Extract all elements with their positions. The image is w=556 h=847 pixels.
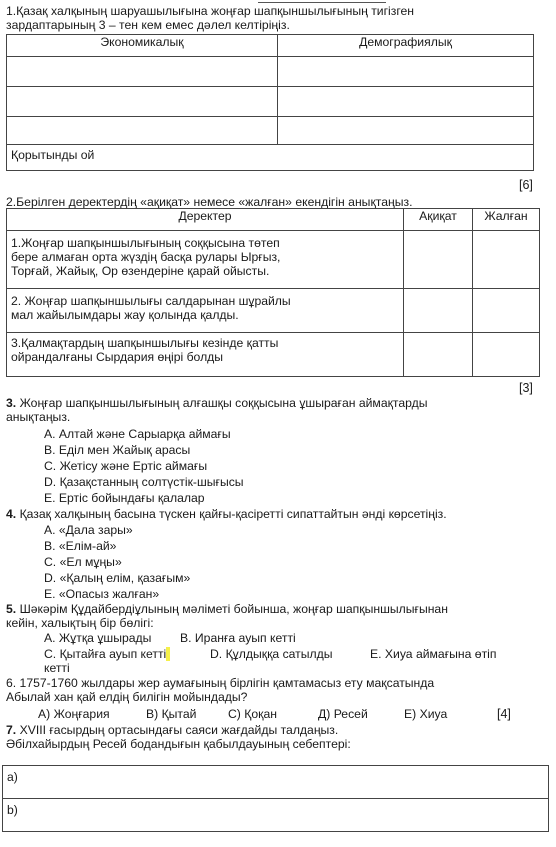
q3-option-e[interactable]: E. Ертіс бойындағы қалалар: [44, 491, 205, 505]
q7-prompt-line1: [6, 723, 338, 737]
q2-false-cell[interactable]: [473, 289, 540, 333]
q3-option-b[interactable]: B. Еділ мен Жайық арасы: [44, 443, 191, 457]
q6-prompt-line2: Абылай хан қай елдің билігін мойындады?: [6, 690, 248, 704]
q6-option-e[interactable]: E) Хиуа: [404, 707, 448, 721]
q3-prompt-line2: анықтаңыз.: [6, 410, 71, 424]
q2-prompt: 2.Берілген деректердің «ақиқат» немесе «жалған» екендігін анықтаңыз.: [6, 195, 413, 209]
q3-prompt-text: Жоңғар шапқыншылығының алғашқы соққысына ұшыраған аймақтарды: [19, 396, 428, 410]
q4-option-b[interactable]: B. «Елім-ай»: [44, 539, 117, 553]
q2-row-3: [7, 333, 404, 377]
q1-cell[interactable]: [7, 57, 278, 87]
q5-option-e-cont: кетті: [44, 661, 70, 675]
q5-option-c[interactable]: [44, 647, 170, 661]
q2-marks: [3]: [519, 381, 533, 395]
q2-row-3-line1: 3.Қалмақтардың шапқыншылығы кезінде қатты: [11, 336, 279, 350]
q1-cell[interactable]: [278, 87, 534, 117]
q2-col-facts: Деректер: [7, 209, 404, 231]
q6-option-b[interactable]: B) Қытай: [146, 707, 197, 721]
q1-col-demographic: Демографиялық: [278, 35, 534, 57]
q4-prompt-text: Қазақ халқының басына түскен қайғы-қасіретті сипаттайтын әнді көрсетіңіз.: [19, 507, 447, 521]
q7-prompt-text: XVIII ғасырдың ортасындағы саяси жағдайды талдаңыз.: [19, 723, 339, 737]
q5-prompt-line1: [6, 602, 448, 616]
q2-row-1-line2: бере алмаған орта жүздің басқа рулары Ырғыз,: [11, 250, 281, 264]
q1-cell[interactable]: [7, 117, 278, 145]
q2-col-false: Жалған: [473, 209, 540, 231]
q3-prompt-line1: [6, 396, 428, 410]
q7-answer-table: [2, 765, 549, 832]
q7-number: 7.: [6, 723, 17, 737]
q2-col-true: Ақиқат: [404, 209, 473, 231]
q4-option-a[interactable]: A. «Дала зары»: [44, 523, 133, 537]
q2-row-3-line2: ойрандалғаны Сырдария өңірі болды: [11, 350, 224, 364]
q5-option-a[interactable]: A. Жұтқа ұшырады: [44, 631, 152, 645]
q3-option-c[interactable]: C. Жетісу және Ертіс аймағы: [44, 459, 208, 473]
q2-true-cell[interactable]: [404, 333, 473, 377]
q2-true-cell[interactable]: [404, 289, 473, 333]
q7-prompt-line2: Әбілхайырдың Ресей бодандығын қабылдауының себептері:: [6, 737, 351, 751]
q1-cell[interactable]: [7, 87, 278, 117]
q4-option-c[interactable]: C. «Ел мұңы»: [44, 555, 122, 569]
q5-prompt-line2: кейін, халықтың бір бөлігі:: [6, 616, 154, 630]
q1-prompt-line2: зардаптарының 3 – тен кем емес дәлел келтіріңіз.: [6, 18, 290, 32]
q2-row-2-line2: мал жайылымдары жау қолында қалды.: [11, 308, 239, 322]
q1-cell[interactable]: [278, 117, 534, 145]
q1-col-economic: Экономикалық: [7, 35, 278, 57]
q5-number: 5.: [6, 602, 17, 616]
top-underline: [258, 2, 386, 3]
q1-prompt-line1: 1.Қазақ халқының шаруашылығына жоңғар шапқыншылығының тигізген: [6, 4, 415, 18]
q6-marks: [4]: [497, 707, 511, 721]
q7-answer-b[interactable]: b): [3, 799, 549, 832]
q4-option-e[interactable]: E. «Опасыз жалған»: [44, 587, 160, 601]
q4-option-d[interactable]: D. «Қалың елім, қазағым»: [44, 571, 191, 585]
q4-prompt: [6, 507, 447, 521]
highlight-mark: [166, 647, 169, 661]
q6-option-c[interactable]: C) Қоқан: [228, 707, 277, 721]
q2-false-cell[interactable]: [473, 231, 540, 289]
q5-option-c-text: C. Қытайға ауып кетті: [44, 647, 167, 661]
q4-number: 4.: [6, 507, 17, 521]
q5-option-b[interactable]: B. Иранға ауып кетті: [180, 631, 296, 645]
q1-table: [6, 34, 534, 171]
q2-false-cell[interactable]: [473, 333, 540, 377]
q2-true-cell[interactable]: [404, 231, 473, 289]
q5-option-e[interactable]: E. Хиуа аймағына өтіп: [370, 647, 497, 661]
q5-prompt-text: Шәкәрім Құдайбердіұлының мәліметі бойынша, жоңғар шапқыншылығынан: [19, 602, 448, 616]
q2-row-2-line1: 2. Жоңғар шапқыншылығы салдарынан шұрайлы: [11, 294, 291, 308]
q2-row-1-line3: Торғай, Жайық, Ор өзендеріне қарай ойысты.: [11, 264, 270, 278]
q3-option-d[interactable]: D. Қазақстанның солтүстік-шығысы: [44, 475, 244, 489]
q3-number: 3.: [6, 396, 17, 410]
q2-row-1: [7, 231, 404, 289]
q1-cell[interactable]: [278, 57, 534, 87]
q2-row-1-line1: 1.Жоңғар шапқыншылығының соққысына төтеп: [11, 236, 280, 250]
q6-option-a[interactable]: A) Жоңғария: [38, 707, 110, 721]
q2-table: [6, 208, 540, 377]
q1-marks: [6]: [519, 178, 533, 192]
q5-option-d[interactable]: D. Құлдыққа сатылды: [210, 647, 333, 661]
q3-option-a[interactable]: A. Алтай және Сарыарқа аймағы: [44, 427, 231, 441]
q6-option-d[interactable]: Д) Ресей: [318, 707, 368, 721]
q7-answer-a[interactable]: a): [3, 766, 549, 799]
q1-conclusion[interactable]: Қорытынды ой: [7, 145, 534, 171]
q2-row-2: [7, 289, 404, 333]
q6-prompt-line1: 6. 1757-1760 жылдары жер аумағының бірлігін қамтамасыз ету мақсатында: [6, 676, 435, 690]
